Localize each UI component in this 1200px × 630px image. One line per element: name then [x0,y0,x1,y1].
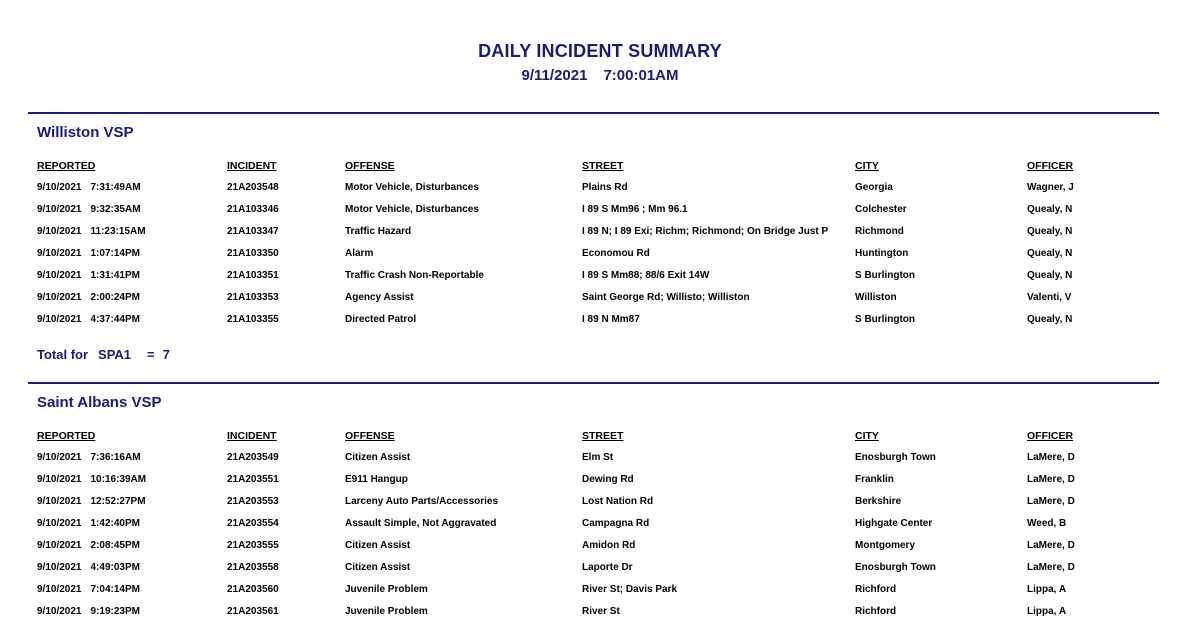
cell-city: S Burlington [855,270,915,281]
cell-city: Georgia [855,182,893,193]
column-header-incident: INCIDENT [227,160,277,172]
table-row [37,540,1147,562]
cell-offense: Motor Vehicle, Disturbances [345,204,479,215]
cell-street: I 89 S Mm96 ; Mm 96.1 [582,204,688,215]
cell-street: Dewing Rd [582,474,634,485]
cell-reported [37,226,217,237]
cell-offense: Citizen Assist [345,562,411,573]
cell-incident: 21A203553 [227,496,279,507]
cell-city: Richmond [855,226,904,237]
section-divider [28,382,1159,384]
cell-street: Campagna Rd [582,518,650,529]
table-row [37,606,1147,628]
cell-time: 1:42:40PM [90,518,140,529]
cell-officer: Quealy, N [1027,270,1073,281]
column-header-reported: REPORTED [37,430,96,442]
cell-time: 1:31:41PM [90,270,140,281]
cell-time: 2:00:24PM [90,292,140,303]
cell-city: Richford [855,584,897,595]
total-equals: = [147,347,155,362]
cell-time: 2:08:45PM [90,540,140,551]
cell-date: 9/10/2021 [37,584,82,595]
cell-incident: 21A203548 [227,182,279,193]
report-datetime [0,67,1200,84]
section-title: Williston VSP [37,124,134,141]
cell-offense: Traffic Hazard [345,226,412,237]
column-header-officer: OFFICER [1027,430,1074,442]
table-body [37,452,1147,628]
cell-date: 9/10/2021 [37,496,82,507]
cell-offense: Larceny Auto Parts/Accessories [345,496,499,507]
cell-street: Lost Nation Rd [582,496,654,507]
column-header-street: STREET [582,430,624,442]
section-divider [28,112,1159,114]
cell-officer: Quealy, N [1027,204,1073,215]
cell-officer: LaMere, D [1027,452,1075,463]
cell-city: Highgate Center [855,518,933,529]
table-row [37,204,1147,226]
cell-city: Franklin [855,474,894,485]
cell-city: Enosburgh Town [855,562,936,573]
cell-reported [37,540,217,551]
table-row [37,584,1147,606]
report-time: 7:00:01AM [603,67,679,84]
cell-time: 7:31:49AM [90,182,141,193]
cell-officer: LaMere, D [1027,562,1075,573]
cell-offense: Citizen Assist [345,452,411,463]
table-row [37,182,1147,204]
table-row [37,226,1147,248]
cell-reported [37,606,217,617]
cell-date: 9/10/2021 [37,226,82,237]
cell-officer: Valenti, V [1027,292,1072,303]
cell-reported [37,452,217,463]
cell-time: 4:37:44PM [90,314,140,325]
cell-city: Montgomery [855,540,915,551]
cell-reported [37,270,217,281]
cell-date: 9/10/2021 [37,474,82,485]
cell-officer: LaMere, D [1027,540,1075,551]
cell-incident: 21A103350 [227,248,279,259]
cell-incident: 21A103355 [227,314,279,325]
cell-street: I 89 N Mm87 [582,314,640,325]
table-row [37,474,1147,496]
column-header-offense: OFFENSE [345,160,395,172]
cell-reported [37,292,217,303]
cell-officer: Weed, B [1027,518,1067,529]
cell-reported [37,474,217,485]
cell-time: 4:49:03PM [90,562,140,573]
cell-offense: Juvenile Problem [345,584,428,595]
cell-incident: 21A103353 [227,292,279,303]
cell-date: 9/10/2021 [37,452,82,463]
column-header-incident: INCIDENT [227,430,277,442]
cell-officer: Quealy, N [1027,314,1073,325]
cell-officer: Quealy, N [1027,226,1073,237]
cell-incident: 21A203560 [227,584,279,595]
cell-reported [37,182,217,193]
cell-incident: 21A203555 [227,540,279,551]
incident-table [37,430,1147,628]
cell-offense: Agency Assist [345,292,414,303]
table-header [37,160,1147,182]
cell-date: 9/10/2021 [37,606,82,617]
table-row [37,518,1147,540]
cell-street: Laporte Dr [582,562,633,573]
cell-officer: LaMere, D [1027,474,1075,485]
total-code: SPA1 [98,347,132,362]
cell-city: Huntington [855,248,909,259]
cell-date: 9/10/2021 [37,182,82,193]
section-saint-albans [28,382,1159,630]
cell-time: 9:32:35AM [90,204,141,215]
cell-reported [37,584,217,595]
cell-date: 9/10/2021 [37,270,82,281]
column-header-offense: OFFENSE [345,430,395,442]
cell-officer: Quealy, N [1027,248,1073,259]
cell-city: Colchester [855,204,907,215]
cell-street: Amidon Rd [582,540,636,551]
cell-time: 10:16:39AM [90,474,147,485]
cell-offense: E911 Hangup [345,474,408,485]
cell-incident: 21A203561 [227,606,279,617]
table-row [37,314,1147,336]
cell-reported [37,496,217,507]
cell-city: S Burlington [855,314,915,325]
cell-offense: Citizen Assist [345,540,411,551]
table-row [37,452,1147,474]
cell-time: 9:19:23PM [90,606,140,617]
cell-incident: 21A103347 [227,226,279,237]
section-williston [28,112,1159,372]
incident-table [37,160,1147,336]
cell-incident: 21A203551 [227,474,279,485]
report-date: 9/11/2021 [521,67,588,84]
cell-reported [37,204,217,215]
cell-date: 9/10/2021 [37,314,82,325]
cell-city: Berkshire [855,496,902,507]
cell-incident: 21A203549 [227,452,279,463]
report-title: DAILY INCIDENT SUMMARY [478,41,722,61]
table-body [37,182,1147,336]
table-row [37,292,1147,314]
total-count: 7 [162,347,170,362]
column-header-street: STREET [582,160,624,172]
cell-offense: Alarm [345,248,374,259]
cell-date: 9/10/2021 [37,540,82,551]
cell-incident: 21A103351 [227,270,279,281]
cell-offense: Traffic Crash Non-Reportable [345,270,484,281]
cell-incident: 21A203558 [227,562,279,573]
cell-street: Saint George Rd; Willisto; Williston [582,292,750,303]
column-header-officer: OFFICER [1027,160,1074,172]
column-header-city: CITY [855,430,879,442]
cell-reported [37,518,217,529]
cell-offense: Juvenile Problem [345,606,428,617]
cell-street: Plains Rd [582,182,628,193]
cell-street: I 89 S Mm88; 88/6 Exit 14W [582,270,710,281]
cell-officer: Lippa, A [1027,584,1067,595]
cell-street: I 89 N; I 89 Exi; Richm; Richmond; On Bridge Just P [582,226,829,237]
cell-date: 9/10/2021 [37,292,82,303]
cell-officer: LaMere, D [1027,496,1075,507]
cell-date: 9/10/2021 [37,518,82,529]
cell-incident: 21A203554 [227,518,279,529]
cell-time: 11:23:15AM [90,226,146,237]
cell-reported [37,562,217,573]
cell-time: 7:04:14PM [90,584,140,595]
table-header [37,430,1147,452]
cell-time: 1:07:14PM [90,248,140,259]
table-row [37,496,1147,518]
cell-street: Elm St [582,452,614,463]
cell-date: 9/10/2021 [37,248,82,259]
column-header-city: CITY [855,160,879,172]
cell-time: 12:52:27PM [90,496,146,507]
table-row [37,270,1147,292]
cell-officer: Wagner, J [1027,182,1074,193]
cell-city: Richford [855,606,897,617]
cell-offense: Directed Patrol [345,314,417,325]
cell-street: Economou Rd [582,248,650,259]
table-row [37,248,1147,270]
cell-city: Williston [855,292,897,303]
table-row [37,562,1147,584]
section-title: Saint Albans VSP [37,394,162,411]
cell-officer: Lippa, A [1027,606,1067,617]
cell-date: 9/10/2021 [37,562,82,573]
cell-time: 7:36:16AM [90,452,141,463]
cell-offense: Assault Simple, Not Aggravated [345,518,497,529]
cell-street: River St [582,606,620,617]
cell-street: River St; Davis Park [582,584,678,595]
cell-offense: Motor Vehicle, Disturbances [345,182,479,193]
cell-date: 9/10/2021 [37,204,82,215]
cell-city: Enosburgh Town [855,452,936,463]
section-total [37,347,170,362]
cell-reported [37,248,217,259]
cell-reported [37,314,217,325]
column-header-reported: REPORTED [37,160,96,172]
total-label: Total for [37,347,89,362]
cell-incident: 21A103346 [227,204,279,215]
